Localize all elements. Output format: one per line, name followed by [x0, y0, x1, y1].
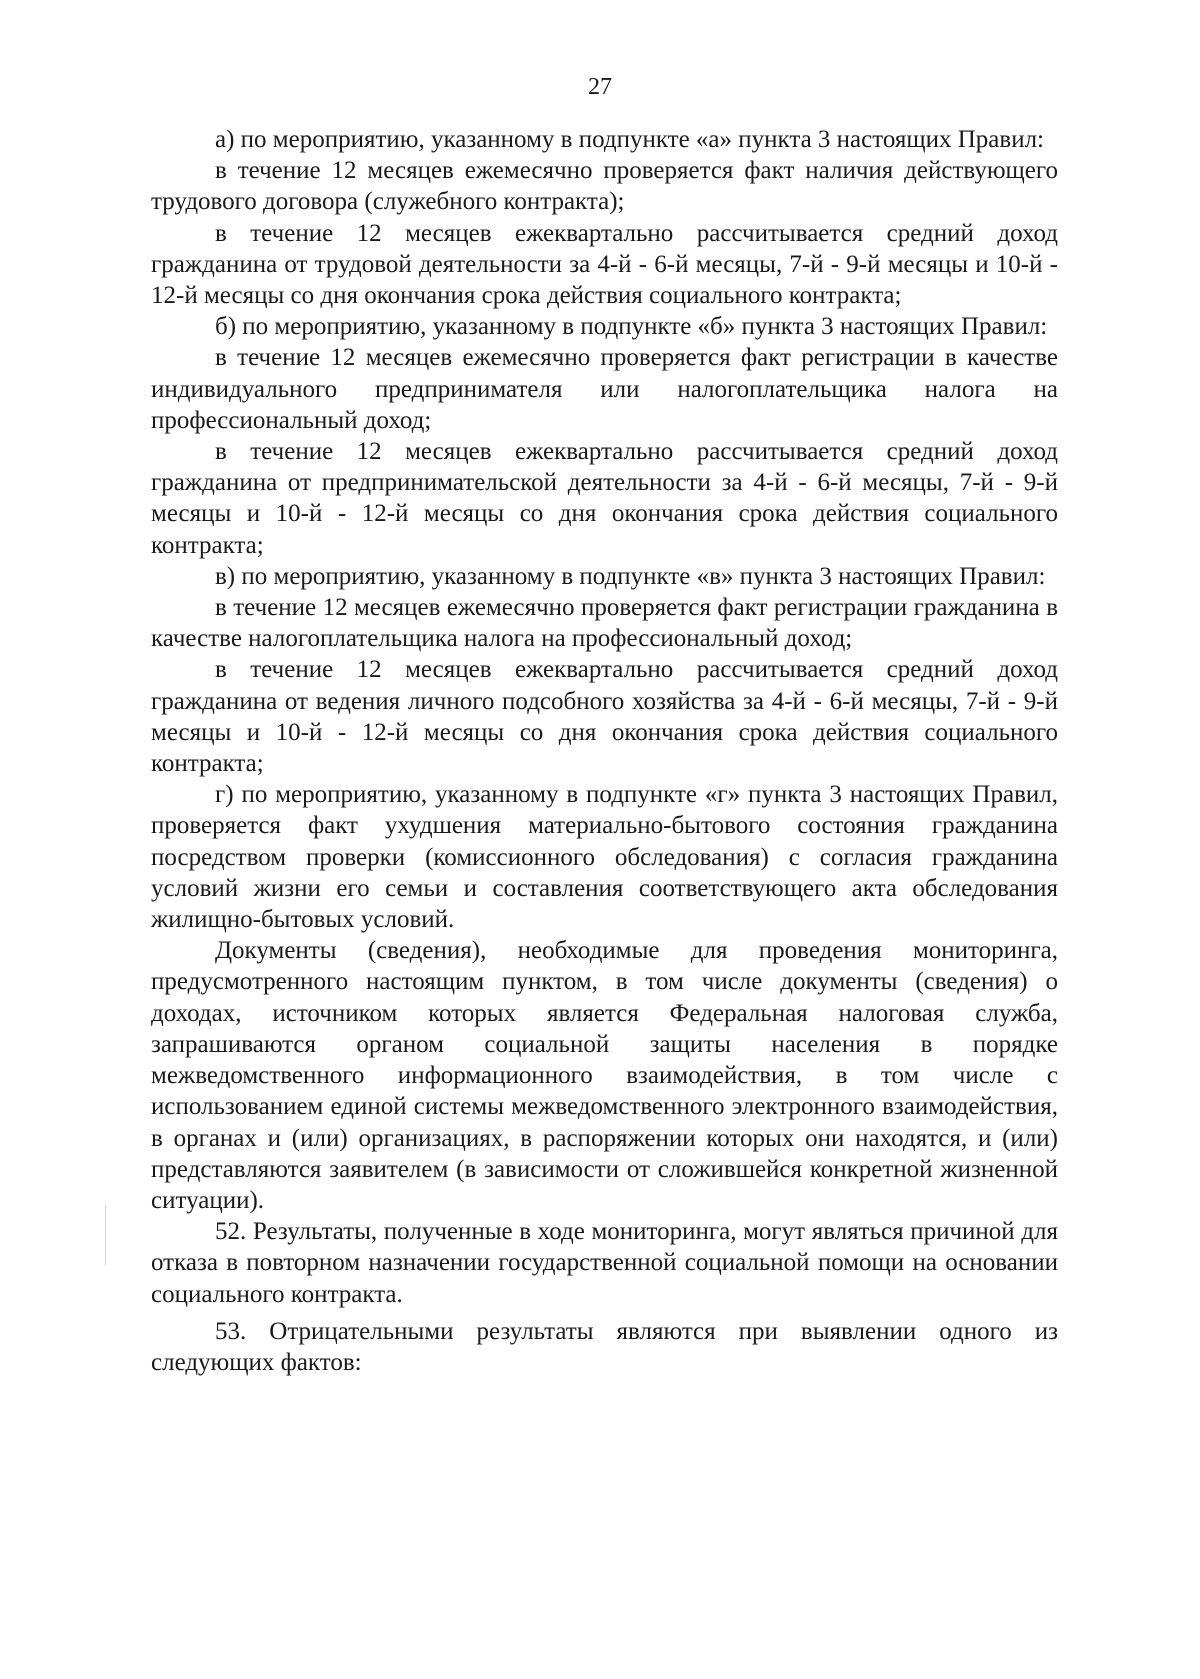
paragraph-53: 53. Отрицательными результаты являются при выявлении одного из следующих фактов: [151, 1317, 1058, 1376]
paragraph-b-item-1: в течение 12 месяцев ежемесячно проверяется факт регистрации в качестве индивидуального предпринимателя или налогоплательщика налога на профессиональный доход; [151, 344, 1058, 434]
paragraph-a-item-2: в течение 12 месяцев ежеквартально рассчитывается средний доход гражданина от трудовой деятельности за 4-й - 6-й месяцы, 7-й - 9-й месяцы и 10-й - 12-й месяцы со дня окончания срока действия социального контракта; [151, 219, 1058, 310]
paragraph-b-heading: б) по мероприятию, указанному в подпункте «б» пункта 3 настоящих Правил: [215, 313, 1048, 341]
paragraph-52: 52. Результаты, полученные в ходе мониторинга, могут являться причиной для отказа в повторном назначении государственной социальной помощи на основании социального контракта. [151, 1218, 1058, 1308]
paragraph-documents: Документы (сведения), необходимые для проведения мониторинга, предусмотренного настоящим пунктом, в том числе документы (сведения) о доходах, источником которых является Федеральная налоговая служба, запрашиваются органом социальной защиты населения в порядке межведомственного информационного взаимодействия, в том числе с использованием единой системы межведомственного электронного взаимодействия, в органах и (или) организациях, в распоряжении которых они находятся, и (или) представляются заявителем (в зависимости от сложившейся конкретной жизненной ситуации). [151, 937, 1058, 1214]
document-body [151, 124, 1058, 1378]
paragraph-a-heading: а) по мероприятию, указанному в подпункте «а» пункта 3 настоящих Правил: [215, 126, 1044, 153]
paragraph-g: г) по мероприятию, указанному в подпункте «г» пункта 3 настоящих Правил, проверяется факт ухудшения материально-бытового состояния гражданина посредством проверки (комиссионного обследования) с согласия гражданина условий жизни его семьи и составления соответствующего акта обследования жилищно-бытовых условий. [151, 781, 1058, 934]
paragraph-v-item-1: в течение 12 месяцев ежемесячно проверяется факт регистрации гражданина в качестве налогоплательщика налога на профессиональный доход; [151, 594, 1058, 653]
page-number: 27 [588, 74, 612, 100]
paragraph-v-item-2: в течение 12 месяцев ежеквартально рассчитывается средний доход гражданина от ведения личного подсобного хозяйства за 4-й - 6-й месяцы, 7-й - 9-й месяцы и 10-й - 12-й месяцы со дня окончания срока действия социального контракта; [151, 656, 1058, 778]
scan-mark [105, 1205, 106, 1265]
paragraph-v-heading: в) по мероприятию, указанному в подпункте «в» пункта 3 настоящих Правил: [215, 562, 1046, 590]
paragraph-a-item-1: в течение 12 месяцев ежемесячно проверяется факт наличия действующего трудового договора (служебного контракта); [151, 157, 1058, 216]
paragraph-b-item-2: в течение 12 месяцев ежеквартально рассчитывается средний доход гражданина от предпринимательской деятельности за 4-й - 6-й месяцы, 7-й - 9-й месяцы и 10-й - 12-й месяцы со дня окончания срока действия социального контракта; [151, 438, 1058, 559]
